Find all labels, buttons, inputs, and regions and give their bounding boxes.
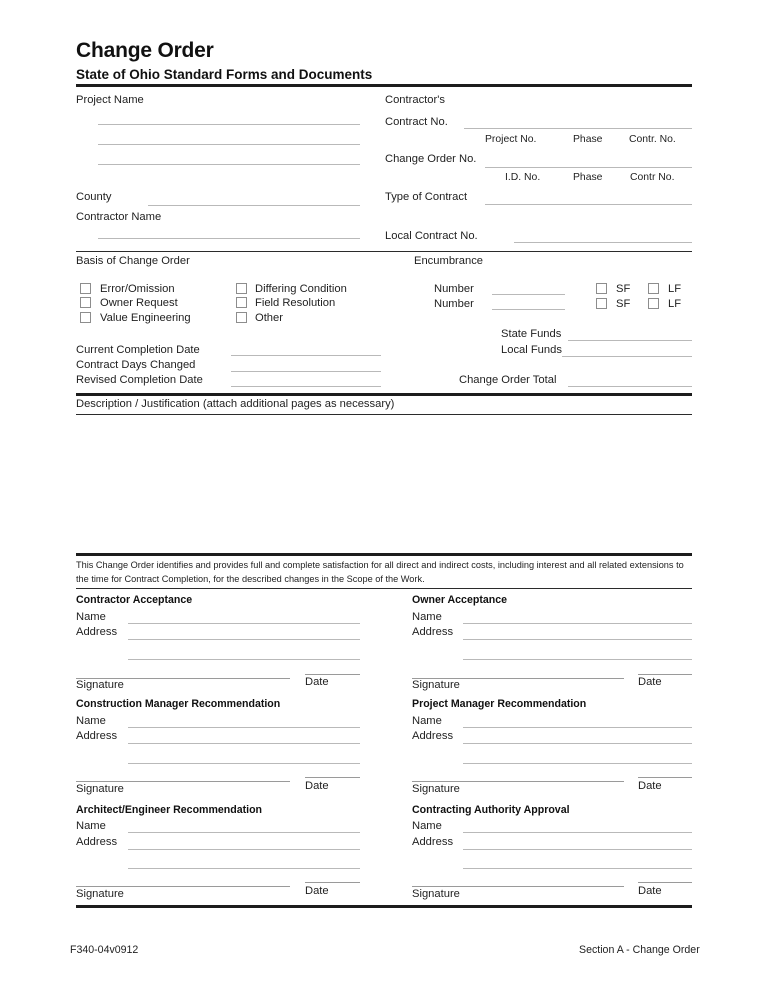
address-label-contracting-authority: Address bbox=[412, 836, 454, 848]
label-lf-2: LF bbox=[668, 298, 682, 310]
footer-section-label: Section A - Change Order bbox=[579, 944, 700, 956]
signature-block-title-project-manager: Project Manager Recommendation bbox=[412, 698, 587, 710]
signature-label-construction-manager: Signature bbox=[76, 783, 124, 795]
project-name-input-line-1[interactable] bbox=[98, 124, 360, 125]
name-input-project-manager[interactable] bbox=[463, 727, 692, 728]
description-textarea[interactable] bbox=[76, 415, 692, 555]
change-order-total-input-line[interactable] bbox=[568, 386, 692, 387]
address-input-line-1-construction-manager[interactable] bbox=[128, 743, 360, 744]
signature-input-architect-engineer[interactable] bbox=[76, 886, 290, 887]
county-input-line[interactable] bbox=[148, 205, 360, 206]
contract-no-input-line[interactable] bbox=[464, 128, 692, 129]
address-input-line-1-architect-engineer[interactable] bbox=[128, 849, 360, 850]
state-funds-label: State Funds bbox=[501, 328, 562, 340]
contract-days-changed-input-line[interactable] bbox=[231, 371, 381, 372]
address-input-line-1-contracting-authority[interactable] bbox=[463, 849, 692, 850]
local-funds-label: Local Funds bbox=[501, 344, 562, 356]
date-input-architect-engineer[interactable] bbox=[305, 882, 360, 883]
contract-days-changed-label: Contract Days Changed bbox=[76, 359, 196, 371]
description-section-top-rule bbox=[76, 393, 692, 396]
address-label-architect-engineer: Address bbox=[76, 836, 118, 848]
signature-input-contracting-authority[interactable] bbox=[412, 886, 624, 887]
page-subtitle: State of Ohio Standard Forms and Documents bbox=[76, 67, 373, 82]
address-input-line-1-project-manager[interactable] bbox=[463, 743, 692, 744]
encumbrance-number-label-1: Number bbox=[434, 283, 474, 295]
name-label-contracting-authority: Name bbox=[412, 820, 442, 832]
date-label-contractor-acceptance: Date bbox=[305, 676, 329, 688]
signature-label-contractor-acceptance: Signature bbox=[76, 679, 124, 691]
local-funds-input-line[interactable] bbox=[562, 356, 692, 357]
checkbox-other[interactable] bbox=[236, 312, 247, 323]
address-input-line-2-project-manager[interactable] bbox=[463, 763, 692, 764]
local-contract-no-input-line[interactable] bbox=[514, 242, 692, 243]
current-completion-date-label: Current Completion Date bbox=[76, 344, 200, 356]
label-lf-1: LF bbox=[668, 283, 682, 295]
address-label-project-manager: Address bbox=[412, 730, 454, 742]
address-label-contractor-acceptance: Address bbox=[76, 626, 118, 638]
statement-top-rule bbox=[76, 553, 692, 556]
signature-label-contracting-authority: Signature bbox=[412, 888, 460, 900]
label-differing-condition: Differing Condition bbox=[255, 283, 347, 295]
current-completion-date-input-line[interactable] bbox=[231, 355, 381, 356]
signature-block-title-architect-engineer: Architect/Engineer Recommendation bbox=[76, 804, 263, 816]
checkbox-field-resolution[interactable] bbox=[236, 297, 247, 308]
label-sf-2: SF bbox=[616, 298, 631, 310]
date-input-owner-acceptance[interactable] bbox=[638, 674, 692, 675]
change-order-no-input-line[interactable] bbox=[485, 167, 692, 168]
checkbox-lf-1[interactable] bbox=[648, 283, 659, 294]
type-of-contract-label: Type of Contract bbox=[385, 191, 468, 203]
name-label-owner-acceptance: Name bbox=[412, 611, 442, 623]
basis-section-divider bbox=[76, 251, 692, 252]
basis-section-title: Basis of Change Order bbox=[76, 255, 190, 267]
checkbox-sf-2[interactable] bbox=[596, 298, 607, 309]
name-label-contractor-acceptance: Name bbox=[76, 611, 106, 623]
signature-input-project-manager[interactable] bbox=[412, 781, 624, 782]
description-header: Description / Justification (attach additional pages as necessary) bbox=[76, 398, 395, 410]
signature-block-title-construction-manager: Construction Manager Recommendation bbox=[76, 698, 281, 710]
label-error-omission: Error/Omission bbox=[100, 283, 175, 295]
date-label-architect-engineer: Date bbox=[305, 885, 329, 897]
contractors-label: Contractor's bbox=[385, 94, 445, 106]
label-field-resolution: Field Resolution bbox=[255, 297, 336, 309]
project-name-input-line-3[interactable] bbox=[98, 164, 360, 165]
name-input-owner-acceptance[interactable] bbox=[463, 623, 692, 624]
satisfaction-statement: This Change Order identifies and provides full and complete satisfaction for all direct and indirect costs, including interest and all related extensions to the time for Contract Completion, for the described changes in the Scope of the Work. bbox=[76, 560, 684, 584]
revised-completion-date-label: Revised Completion Date bbox=[76, 374, 203, 386]
signature-label-owner-acceptance: Signature bbox=[412, 679, 460, 691]
date-label-contracting-authority: Date bbox=[638, 885, 662, 897]
checkbox-lf-2[interactable] bbox=[648, 298, 659, 309]
local-contract-no-label: Local Contract No. bbox=[385, 230, 478, 242]
address-input-line-2-contracting-authority[interactable] bbox=[463, 868, 692, 869]
header-divider bbox=[76, 84, 692, 87]
name-label-construction-manager: Name bbox=[76, 715, 106, 727]
checkbox-sf-1[interactable] bbox=[596, 283, 607, 294]
date-label-owner-acceptance: Date bbox=[638, 676, 662, 688]
project-name-input-line-2[interactable] bbox=[98, 144, 360, 145]
name-input-contracting-authority[interactable] bbox=[463, 832, 692, 833]
name-label-architect-engineer: Name bbox=[76, 820, 106, 832]
address-input-line-1-owner-acceptance[interactable] bbox=[463, 639, 692, 640]
revised-completion-date-input-line[interactable] bbox=[231, 386, 381, 387]
project-name-label: Project Name bbox=[76, 94, 144, 106]
address-label-owner-acceptance: Address bbox=[412, 626, 454, 638]
col-header-contr-no-2: Contr No. bbox=[630, 172, 675, 183]
col-header-id-no: I.D. No. bbox=[505, 172, 541, 183]
col-header-phase-1: Phase bbox=[573, 134, 603, 145]
encumbrance-section-title: Encumbrance bbox=[414, 255, 484, 267]
address-input-line-2-contractor-acceptance[interactable] bbox=[128, 659, 360, 660]
statement-bottom-rule bbox=[76, 588, 692, 589]
encumbrance-number-label-2: Number bbox=[434, 298, 474, 310]
col-header-project-no: Project No. bbox=[485, 134, 537, 145]
address-input-line-1-contractor-acceptance[interactable] bbox=[128, 639, 360, 640]
county-label: County bbox=[76, 191, 112, 203]
date-input-contractor-acceptance[interactable] bbox=[305, 674, 360, 675]
checkbox-owner-request[interactable] bbox=[80, 297, 91, 308]
footer-form-id: F340-04v0912 bbox=[70, 944, 139, 956]
checkbox-error-omission[interactable] bbox=[80, 283, 91, 294]
col-header-contr-no-1: Contr. No. bbox=[629, 134, 676, 145]
label-other: Other bbox=[255, 312, 283, 324]
checkbox-differing-condition[interactable] bbox=[236, 283, 247, 294]
contractor-name-label: Contractor Name bbox=[76, 211, 162, 223]
signature-block-title-contracting-authority: Contracting Authority Approval bbox=[412, 804, 570, 816]
change-order-total-label: Change Order Total bbox=[459, 374, 557, 386]
label-sf-1: SF bbox=[616, 283, 631, 295]
name-input-contractor-acceptance[interactable] bbox=[128, 623, 360, 624]
signature-input-construction-manager[interactable] bbox=[76, 781, 290, 782]
name-input-architect-engineer[interactable] bbox=[128, 832, 360, 833]
date-label-construction-manager: Date bbox=[305, 780, 329, 792]
signature-block-title-owner-acceptance: Owner Acceptance bbox=[412, 594, 507, 606]
date-input-contracting-authority[interactable] bbox=[638, 882, 692, 883]
name-input-construction-manager[interactable] bbox=[128, 727, 360, 728]
encumbrance-number-input-line-1[interactable] bbox=[492, 294, 565, 295]
label-owner-request: Owner Request bbox=[100, 297, 178, 309]
address-input-line-2-owner-acceptance[interactable] bbox=[463, 659, 692, 660]
state-funds-input-line[interactable] bbox=[568, 340, 692, 341]
date-label-project-manager: Date bbox=[638, 780, 662, 792]
page-title: Change Order bbox=[76, 39, 214, 62]
address-label-construction-manager: Address bbox=[76, 730, 118, 742]
address-input-line-2-architect-engineer[interactable] bbox=[128, 868, 360, 869]
signature-label-project-manager: Signature bbox=[412, 783, 460, 795]
date-input-construction-manager[interactable] bbox=[305, 777, 360, 778]
label-value-engineering: Value Engineering bbox=[100, 312, 191, 324]
col-header-phase-2: Phase bbox=[573, 172, 603, 183]
name-label-project-manager: Name bbox=[412, 715, 442, 727]
signature-label-architect-engineer: Signature bbox=[76, 888, 124, 900]
signature-block-title-contractor-acceptance: Contractor Acceptance bbox=[76, 594, 193, 606]
checkbox-value-engineering[interactable] bbox=[80, 312, 91, 323]
contract-no-label: Contract No. bbox=[385, 116, 448, 128]
contractor-name-input-line[interactable] bbox=[98, 238, 360, 239]
date-input-project-manager[interactable] bbox=[638, 777, 692, 778]
footer-divider bbox=[76, 905, 692, 908]
change-order-no-label: Change Order No. bbox=[385, 153, 477, 165]
address-input-line-2-construction-manager[interactable] bbox=[128, 763, 360, 764]
type-of-contract-input-line[interactable] bbox=[485, 204, 692, 205]
encumbrance-number-input-line-2[interactable] bbox=[492, 309, 565, 310]
